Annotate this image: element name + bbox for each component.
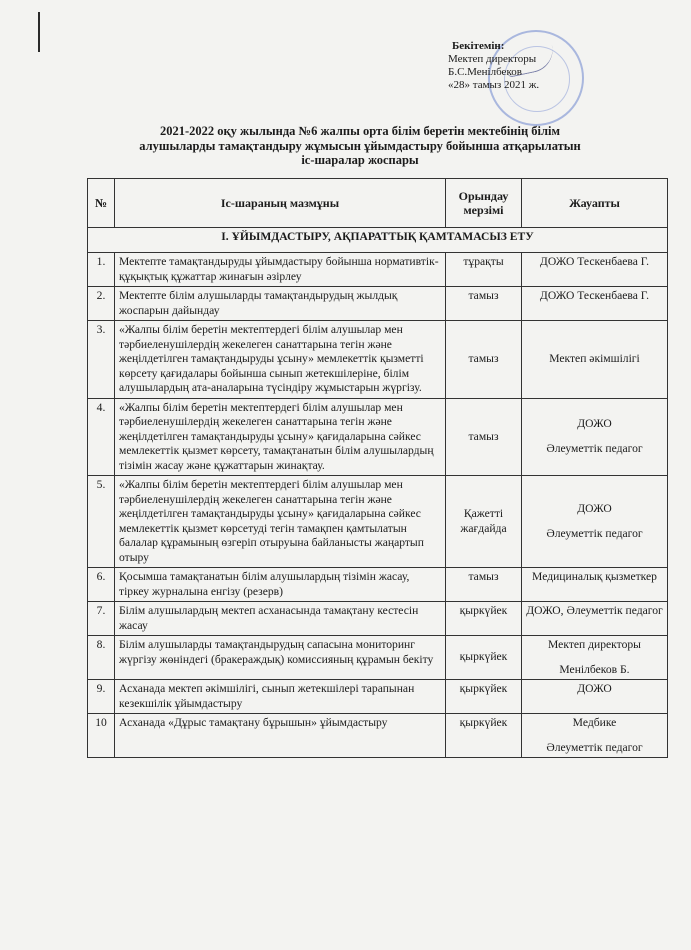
row-content: «Жалпы білім беретін мектептердегі білім алушылар мен тәрбиеленушілердің жекелеген санаттарына тегін және жеңілдетілген тамақтандыруды ұсыну» қағидаларына сәйкес мемлекеттік қызмет көрсетуді тегін тамақпен қамтылатын балалар құрамының өзгеріп отыруына байланысты жаңартып отыру: [115, 476, 446, 568]
row-number: 3.: [88, 321, 115, 399]
row-term: қыркүйек: [446, 680, 522, 714]
table-row: [88, 253, 668, 287]
row-term: тамыз: [446, 568, 522, 602]
approval-name: Б.С.Менілбеков: [448, 66, 522, 78]
margin-mark: [38, 12, 40, 52]
table-row: [88, 602, 668, 636]
table-row: [88, 321, 668, 399]
table-row: [88, 398, 668, 476]
table-row: [88, 476, 668, 568]
responsible-person: ДОЖО: [577, 502, 612, 515]
table-row: [88, 680, 668, 714]
approval-date: «28» тамыз 2021 ж.: [448, 79, 540, 91]
header-term: Орындау мерзімі: [446, 179, 522, 228]
row-content: Мектепте білім алушыларды тамақтандырудың жылдық жоспарын дайындау: [115, 287, 446, 321]
row-content: Білім алушыларды тамақтандырудың сапасына мониторинг жүргізу жөніндегі (бракераждық) комиссияның құрамын бекіту: [115, 636, 446, 680]
row-term: тамыз: [446, 398, 522, 476]
table-row: [88, 714, 668, 758]
row-number: 2.: [88, 287, 115, 321]
title-line-1: 2021-2022 оқу жылында №6 жалпы орта білім беретін мектебінің білім: [159, 124, 561, 138]
row-content: Асханада «Дұрыс тамақтану бұрышын» ұйымдастыру: [115, 714, 446, 758]
approval-title: Бекітемін:: [452, 40, 505, 52]
row-number: 7.: [88, 602, 115, 636]
responsible-person: ДОЖО Тескенбаева Г.: [539, 255, 650, 268]
row-responsible: [522, 636, 668, 680]
header-responsible: Жауапты: [522, 179, 668, 228]
row-responsible: [522, 476, 668, 568]
row-content: «Жалпы білім беретін мектептердегі білім алушылар мен тәрбиеленушілердің жекелеген санаттарына тегін және жеңілдетілген тамақтандыруды ұсыну» мемлекеттік қызметті көрсету қағидалары бойынша сынып жетекшілеріне, білім алушылардың ата-аналарына түсіндіру жұмыстарын жүргізу.: [115, 321, 446, 399]
responsible-person: ДОЖО: [577, 417, 612, 431]
table-row: [88, 636, 668, 680]
header-number: №: [88, 179, 115, 228]
row-responsible: [522, 714, 668, 758]
row-term: қыркүйек: [446, 602, 522, 636]
title-line-3: іс-шаралар жоспары: [301, 153, 419, 167]
document-title: [110, 124, 610, 168]
responsible-person: Медбике: [572, 716, 617, 729]
row-responsible: [522, 287, 668, 321]
row-responsible: [522, 321, 668, 399]
section-title: І. ҰЙЫМДАСТЫРУ, АҚПАРАТТЫҚ ҚАМТАМАСЫЗ ЕТУ: [88, 228, 668, 253]
row-number: 5.: [88, 476, 115, 568]
row-content: Білім алушылардың мектеп асханасында тамақтану кестесін жасау: [115, 602, 446, 636]
responsible-person: Медициналық қызметкер: [532, 570, 657, 583]
responsible-person: Мектеп әкімшілігі: [549, 352, 640, 365]
responsible-person: ДОЖО: [577, 682, 612, 695]
approval-position: Мектеп директоры: [448, 53, 537, 65]
table-row: [88, 287, 668, 321]
row-number: 9.: [88, 680, 115, 714]
table-header-row: [88, 179, 668, 228]
row-term: тамыз: [446, 321, 522, 399]
row-responsible: [522, 680, 668, 714]
row-responsible: [522, 602, 668, 636]
section-row: [88, 228, 668, 253]
row-content: «Жалпы білім беретін мектептердегі білім алушылар мен тәрбиеленушілердің жекелеген санаттарына тегін және жеңілдетілген тамақтандыруды ұсыну» қағидаларына сәйкес мемлекеттік қызмет көрсету, тамақтанатын білім алушылардың тізімін жасау және құжаттарын жинақтау.: [115, 398, 446, 476]
row-term: қыркүйек: [446, 636, 522, 680]
row-term: Қажетті жағдайда: [446, 476, 522, 568]
responsible-person: Әлеуметтік педагог: [546, 441, 643, 455]
row-content: Мектепте тамақтандыруды ұйымдастыру бойынша нормативтік-құқықтық құжаттар жинағын әзірлеу: [115, 253, 446, 287]
responsible-person: Әлеуметтік педагог: [546, 740, 643, 754]
plan-table: [87, 178, 668, 758]
row-content: Асханада мектеп әкімшілігі, сынып жетекшілері тарапынан кезекшілік ұйымдастыру: [115, 680, 446, 714]
responsible-person: Әлеуметтік педагог: [546, 526, 643, 540]
row-number: 8.: [88, 636, 115, 680]
row-number: 10: [88, 714, 115, 758]
row-number: 6.: [88, 568, 115, 602]
responsible-person: Мектеп директоры: [548, 638, 641, 651]
row-number: 1.: [88, 253, 115, 287]
responsible-person: Менілбеков Б.: [559, 662, 630, 676]
table-row: [88, 568, 668, 602]
header-content: Іс-шараның мазмұны: [115, 179, 446, 228]
row-term: қыркүйек: [446, 714, 522, 758]
row-content: Қосымша тамақтанатын білім алушылардың тізімін жасау, тіркеу журналына енгізу (резерв): [115, 568, 446, 602]
approval-block: [448, 40, 539, 92]
responsible-person: ДОЖО, Әлеуметтік педагог: [526, 604, 663, 617]
row-responsible: [522, 398, 668, 476]
row-number: 4.: [88, 398, 115, 476]
row-responsible: [522, 568, 668, 602]
row-term: тұрақты: [446, 253, 522, 287]
responsible-person: ДОЖО Тескенбаева Г.: [539, 289, 650, 302]
title-line-2: алушыларды тамақтандыру жұмысын ұйымдастыру бойынша атқарылатын: [139, 138, 581, 153]
row-responsible: [522, 253, 668, 287]
row-term: тамыз: [446, 287, 522, 321]
